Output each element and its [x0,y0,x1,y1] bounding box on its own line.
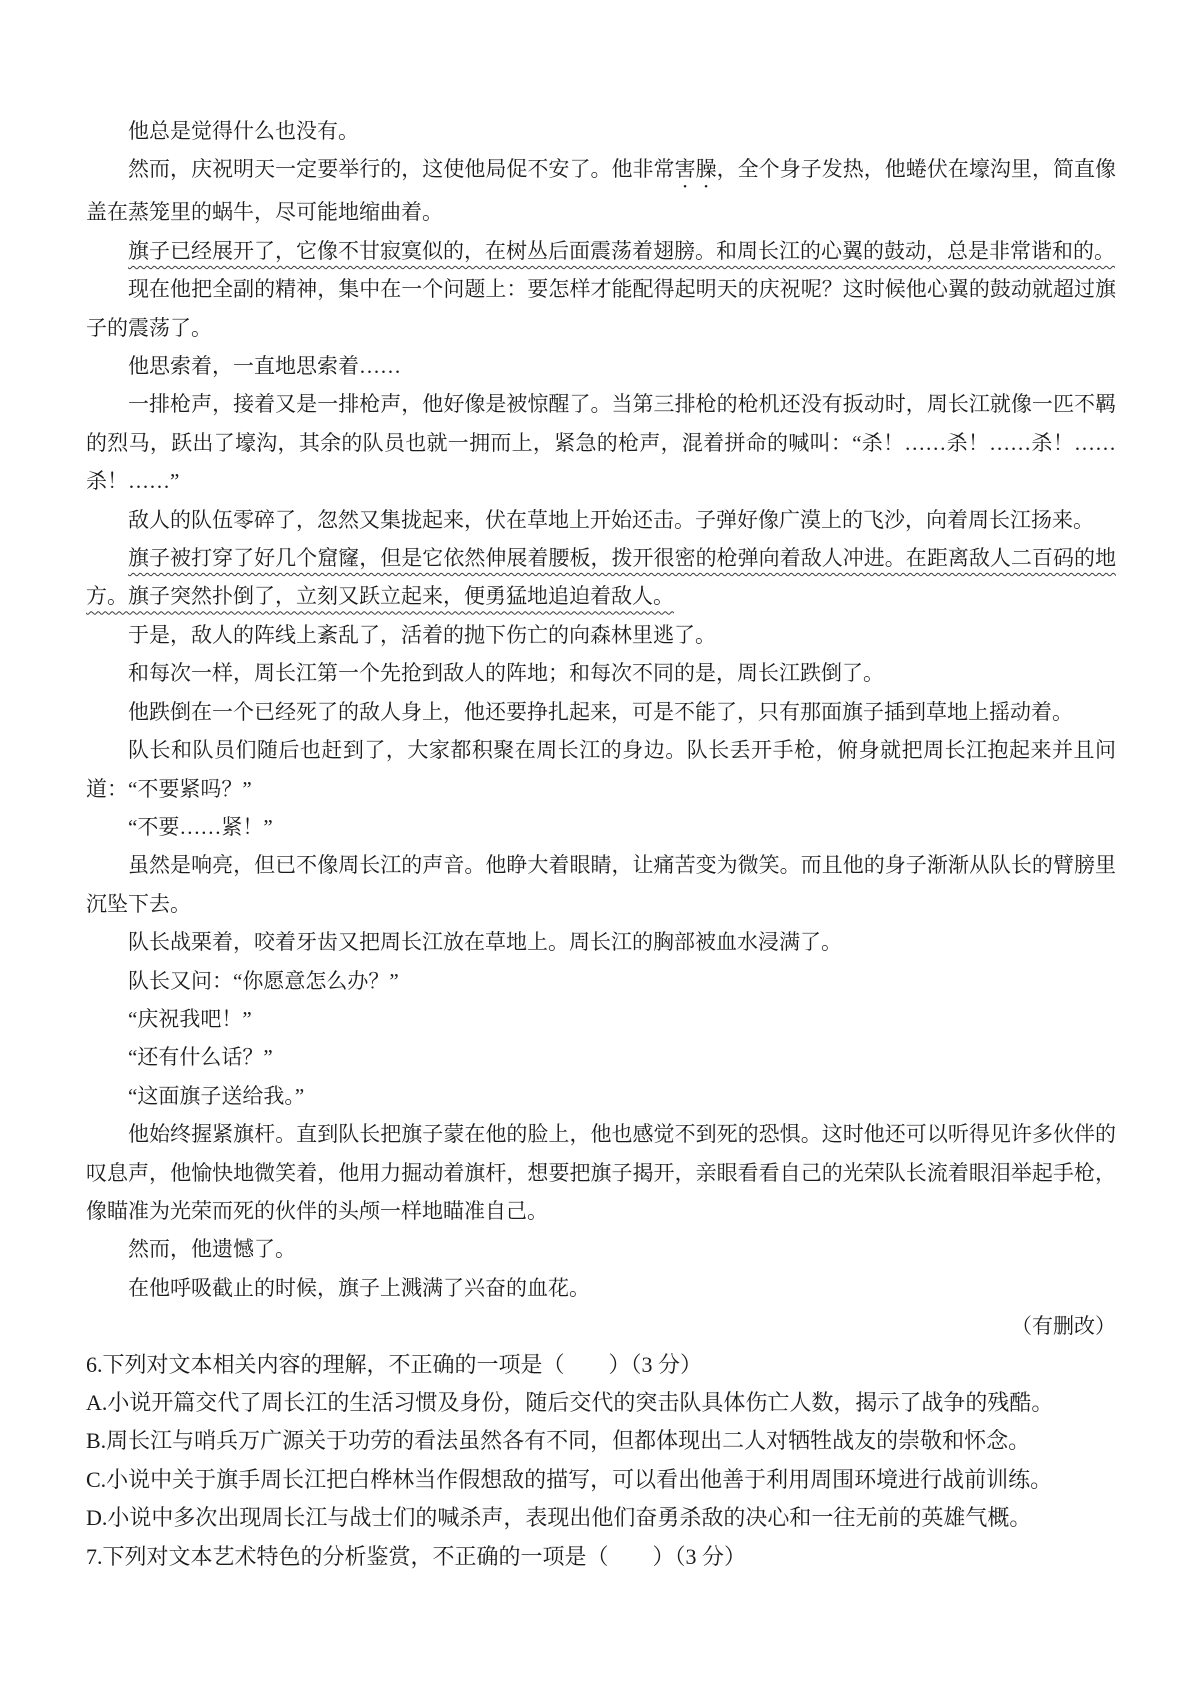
questions [86,1346,1116,1576]
question-line-7: 7.下列对文本艺术特色的分析鉴赏，不正确的一项是（ ）（3 分） [86,1543,747,1569]
passage-paragraph [86,150,1116,231]
text-run: “不要……紧！” [128,814,273,839]
text-run: “庆祝我吧！” [128,1006,252,1031]
text-run: 一排枪声，接着又是一排枪声，他好像是被惊醒了。当第三排枪的枪机还没有扳动时，周长江就像一匹不羁的烈马，跃出了壕沟，其余的队员也就一拥而上，紧急的枪声，混着拼命的喊叫：“杀！……杀！……杀！……杀！……” [86,392,1116,494]
passage-paragraph [86,1000,1116,1038]
passage-paragraph [86,347,1116,385]
text-run: “还有什么话？” [128,1045,273,1070]
question-line-b: B.周长江与哨兵万广源关于功劳的看法虽然各有不同，但都体现出二人对牺牲战友的崇敬和怀念。 [86,1428,1031,1454]
text-run: “这面旗子送给我。” [128,1083,305,1108]
passage-paragraph [86,808,1116,846]
passage-paragraph [86,846,1116,923]
passage-paragraph [86,1230,1116,1268]
question-line-6: 6.下列对文本相关内容的理解，不正确的一项是（ ）（3 分） [86,1351,703,1377]
passage-paragraph [86,962,1116,1000]
passage-paragraph [86,693,1116,731]
question-line-d: D.小说中多次出现周长江与战士们的喊杀声，表现出他们奋勇杀敌的决心和一往无前的英雄气概。 [86,1505,1032,1531]
passage-paragraph [86,385,1116,500]
passage-paragraph [86,923,1116,961]
passage-paragraph [86,501,1116,539]
text-run: 他跌倒在一个已经死了的敌人身上，他还要挣扎起来，可是不能了，只有那面旗子插到草地上摇动着。 [128,699,1073,724]
passage-paragraph-wavy-underlined [86,539,1116,616]
passage-paragraph [86,1038,1116,1076]
text-run: 虽然是响亮，但已不像周长江的声音。他睁大着眼睛，让痛苦变为微笑。而且他的身子渐渐从队长的臂膀里沉坠下去。 [86,853,1116,916]
passage-paragraph [86,1115,1116,1230]
question-line-c: C.小说中关于旗手周长江把白桦林当作假想敌的描写，可以看出他善于利用周围环境进行战前训练。 [86,1466,1053,1492]
text-run: 于是，敌人的阵线上紊乱了，活着的抛下伤亡的向森林里逃了。 [128,622,716,647]
text-run: 他始终握紧旗杆。直到队长把旗子蒙在他的脸上，他也感觉不到死的恐惧。这时他还可以听得见许多伙伴的叹息声，他愉快地微笑着，他用力掘动着旗杆，想要把旗子揭开，亲眼看看自己的光荣队长流着眼泪举起手枪，像瞄准为光荣而死的伙伴的头颅一样地瞄准自己。 [86,1122,1116,1223]
text-run: 敌人的队伍零碎了，忽然又集拢起来，伏在草地上开始还击。子弹好像广漠上的飞沙，向着周长江扬来。 [128,507,1094,532]
text-run: 他总是觉得什么也没有。 [128,119,359,143]
passage-paragraph [86,1269,1116,1307]
passage-paragraph [86,731,1116,808]
text-run: 然而，庆祝明天一定要举行的，这使他局促不安了。他非常 [128,157,675,182]
passage-paragraph [86,270,1116,347]
text-run: 队长和队员们随后也赶到了，大家都积聚在周长江的身边。队长丢开手枪，俯身就把周长江抱起来并且问道：“不要紧吗？” [86,738,1116,801]
emphasis-dotted-text: 害臊 [674,157,717,182]
text-run: 现在他把全副的精神，集中在一个问题上：要怎样才能配得起明天的庆祝呢？这时候他心翼的鼓动就超过旗子的震荡了。 [86,277,1116,340]
passage [86,112,1116,1307]
text-run: 旗子被打穿了好几个窟窿，但是它依然伸展着腰板，拨开很密的枪弹向着敌人冲进。在距离敌人二百码的地方。旗子突然扑倒了，立刻又跃立起来，便勇猛地追迫着敌人。 [86,546,1116,609]
passage-paragraph [86,1077,1116,1115]
text-run: 队长又问：“你愿意怎么办？” [128,968,399,993]
text-run: 然而，他遗憾了。 [128,1237,296,1262]
text-run: ，全个身子发热，他蜷伏在壕沟里，简直像盖在蒸笼里的蜗牛，尽可能地缩曲着。 [86,157,1117,225]
text-run: 旗子已经展开了，它像不甘寂寞似的，在树丛后面震荡着翅膀。和周长江的心翼的鼓动，总是非常谐和的。 [128,238,1115,263]
passage-paragraph-wavy-underlined [86,232,1116,270]
text-run: 和每次一样，周长江第一个先抢到敌人的阵地；和每次不同的是，周长江跌倒了。 [128,661,884,686]
question-line-a: A.小说开篇交代了周长江的生活习惯及身份，随后交代的突击队具体伤亡人数，揭示了战争的残酷。 [86,1390,1054,1415]
passage-paragraph [86,112,1116,150]
text-run: 队长战栗着，咬着牙齿又把周长江放在草地上。周长江的胸部被血水浸满了。 [128,930,842,955]
passage-paragraph [86,654,1116,692]
passage-paragraph [86,616,1116,654]
text-run: 他思索着，一直地思索着…… [128,354,401,379]
source-note: （有删改） [1011,1314,1116,1339]
text-run: 在他呼吸截止的时候，旗子上溅满了兴奋的血花。 [128,1275,590,1300]
